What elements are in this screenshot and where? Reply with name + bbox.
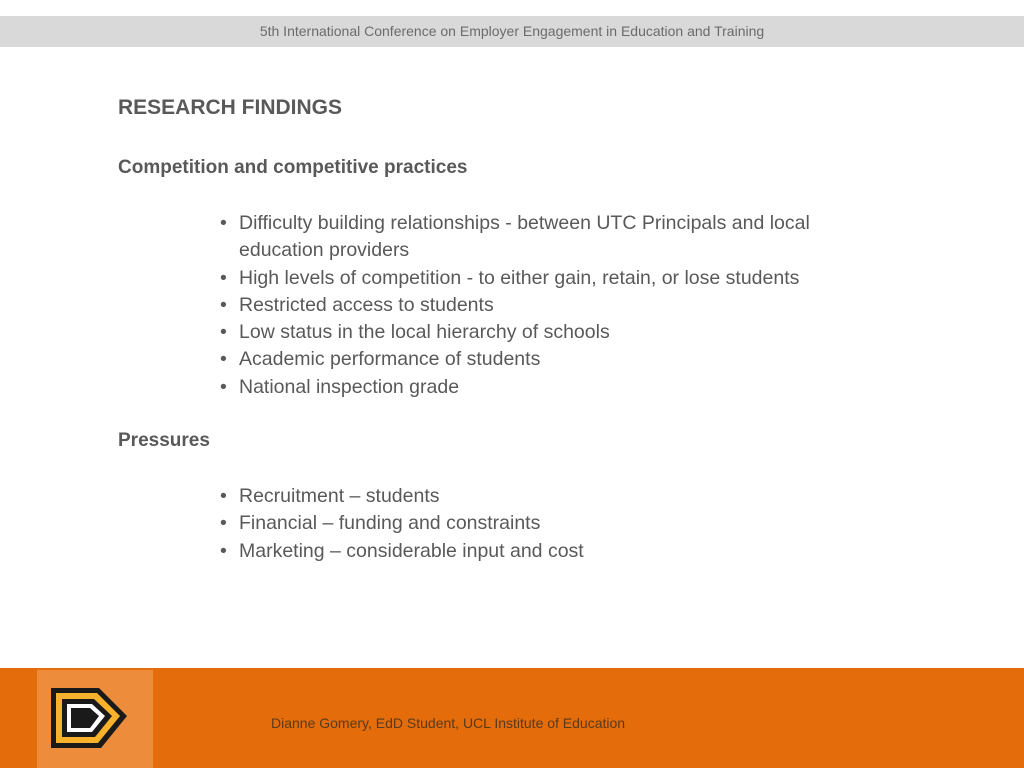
bullet-dot-icon: • (220, 539, 227, 562)
bullet-text: Recruitment – students (239, 485, 440, 507)
bullet-dot-icon: • (220, 512, 227, 535)
bullet-item (219, 210, 879, 265)
pressures-bullet-list (219, 483, 879, 565)
section-heading-pressures: Pressures (118, 430, 210, 451)
conference-logo-icon (49, 686, 129, 750)
bullet-text: National inspection grade (239, 375, 460, 398)
bullet-item (219, 292, 879, 319)
bullet-text: Financial – funding and constraints (239, 512, 541, 535)
competition-bullet-list (219, 210, 879, 401)
bullet-text: Restricted access to students (239, 293, 494, 316)
bullet-item (219, 483, 879, 510)
bullet-item (219, 319, 879, 346)
bullet-dot-icon: • (220, 293, 227, 316)
bullet-text: High levels of competition - to either gain, retain, or lose students (239, 266, 800, 289)
author-credit: Dianne Gomery, EdD Student, UCL Institute of Education (271, 715, 626, 731)
bullet-dot-icon: • (220, 321, 227, 344)
conference-title: 5th International Conference on Employer Engagement in Education and Training (259, 23, 765, 39)
header-bar (0, 16, 1024, 47)
bullet-item (219, 346, 879, 373)
bullet-dot-icon: • (220, 485, 227, 507)
bullet-text: Marketing – considerable input and cost (239, 539, 584, 562)
bullet-text: Difficulty building relationships - between UTC Principals and local education providers (239, 212, 810, 262)
section-heading-competition: Competition and competitive practices (118, 157, 468, 178)
bullet-item (219, 265, 879, 292)
bullet-text: Low status in the local hierarchy of schools (239, 321, 610, 344)
bullet-item (219, 538, 879, 565)
slide-title: RESEARCH FINDINGS (118, 96, 343, 119)
bullet-dot-icon: • (220, 348, 227, 371)
bullet-text: Academic performance of students (239, 348, 541, 371)
bullet-dot-icon: • (220, 266, 227, 289)
bullet-item (219, 510, 879, 537)
bullet-dot-icon: • (220, 375, 227, 398)
logo-tile (37, 670, 153, 768)
bullet-item (219, 374, 879, 401)
bullet-dot-icon: • (220, 212, 227, 234)
